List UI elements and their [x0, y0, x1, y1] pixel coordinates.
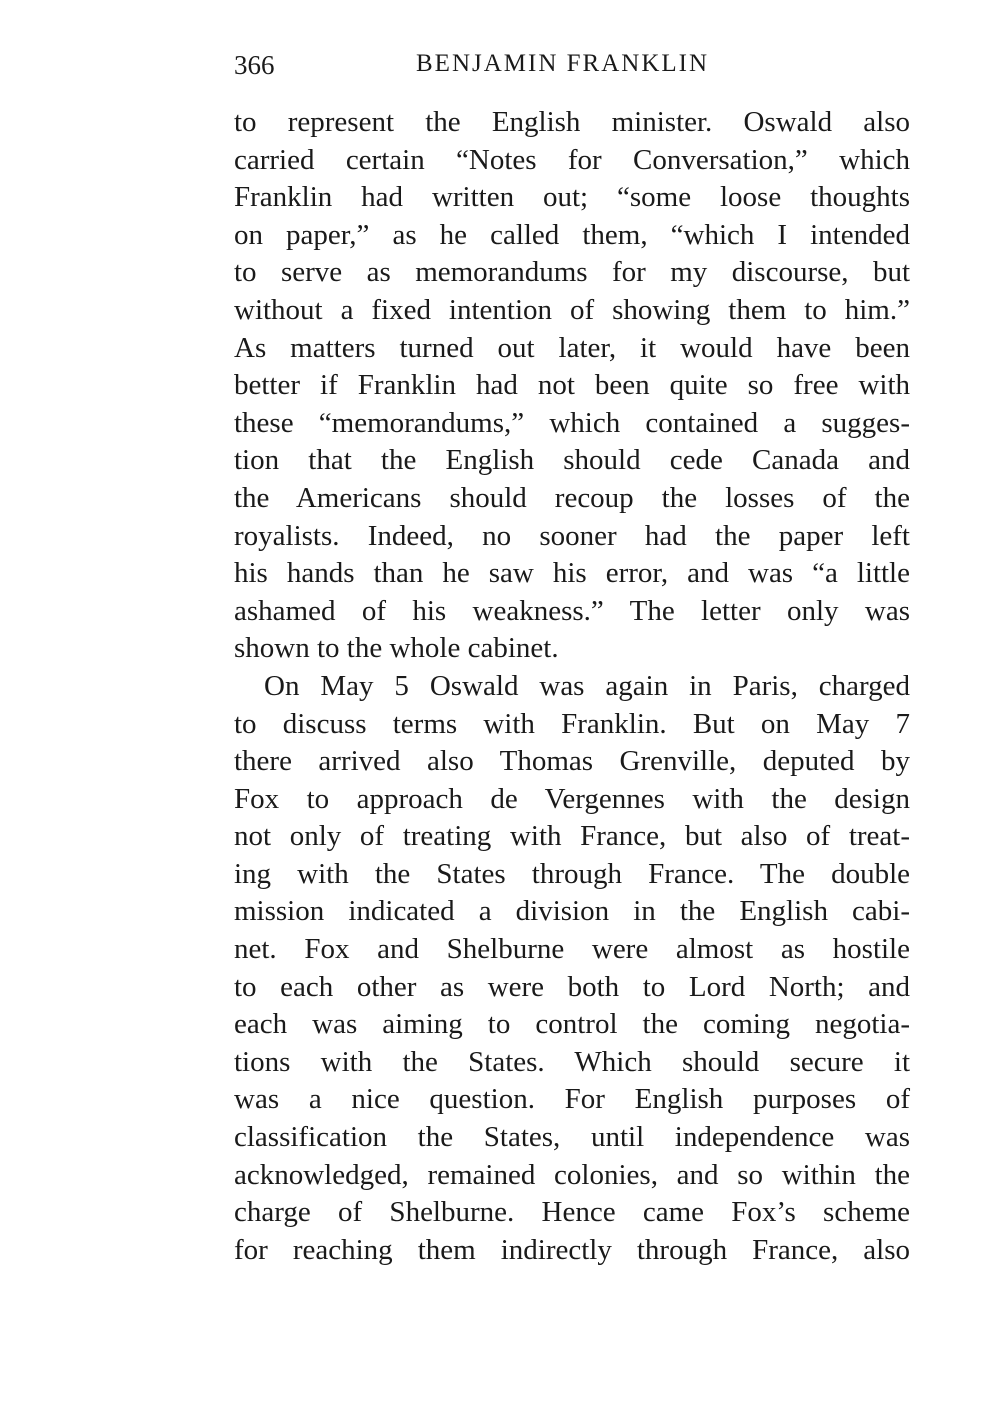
- text-line: tions with the States. Which should secure it: [234, 1045, 910, 1078]
- text-line: ashamed of his weakness.” The letter only was: [234, 594, 910, 627]
- text-line: not only of treating with France, but also of treat-: [234, 820, 910, 853]
- text-line: there arrived also Thomas Grenville, deputed by: [234, 745, 910, 778]
- text-line: tion that the English should cede Canada and: [234, 444, 910, 477]
- page-header: [234, 50, 910, 86]
- text-line: net. Fox and Shelburne were almost as hostile: [234, 933, 910, 966]
- text-line: to represent the English minister. Oswald also: [234, 106, 910, 138]
- text-line: to each other as were both to Lord North; and: [234, 970, 910, 1003]
- text-line: ing with the States through France. The double: [234, 857, 910, 890]
- text-line: Fox to approach de Vergennes with the design: [234, 782, 910, 815]
- text-line: each was aiming to control the coming negotia-: [234, 1008, 910, 1041]
- text-line: classification the States, until independence was: [234, 1121, 910, 1154]
- text-line: charge of Shelburne. Hence came Fox’s scheme: [234, 1196, 910, 1229]
- text-line: his hands than he saw his error, and was “a little: [234, 557, 910, 590]
- paragraph-end-line: shown to the whole cabinet.: [234, 632, 559, 665]
- text-line: royalists. Indeed, no sooner had the paper left: [234, 519, 910, 552]
- text-line: to serve as memorandums for my discourse, but: [234, 256, 910, 289]
- text-line: to discuss terms with Franklin. But on May 7: [234, 707, 910, 740]
- text-line: Franklin had written out; “some loose thoughts: [234, 181, 910, 214]
- text-line: for reaching them indirectly through France, also: [234, 1233, 910, 1266]
- text-line: on paper,” as he called them, “which I intended: [234, 218, 910, 251]
- text-line: better if Franklin had not been quite so free with: [234, 369, 910, 402]
- text-line: these “memorandums,” which contained a sugges-: [234, 406, 910, 439]
- text-line: the Americans should recoup the losses of the: [234, 481, 910, 514]
- text-line: As matters turned out later, it would have been: [234, 331, 910, 364]
- running-title: BENJAMIN FRANKLIN: [416, 50, 710, 77]
- text-line: without a fixed intention of showing them to him.”: [234, 293, 910, 326]
- page-number: 366: [234, 50, 275, 80]
- text-line: was a nice question. For English purposes of: [234, 1083, 910, 1116]
- body-text: [234, 104, 910, 1269]
- text-line: acknowledged, remained colonies, and so within the: [234, 1158, 910, 1191]
- paragraph-start-line: On May 5 Oswald was again in Paris, charged: [264, 669, 910, 702]
- text-line: carried certain “Notes for Conversation,” which: [234, 143, 910, 176]
- text-line: mission indicated a division in the English cabi-: [234, 895, 910, 928]
